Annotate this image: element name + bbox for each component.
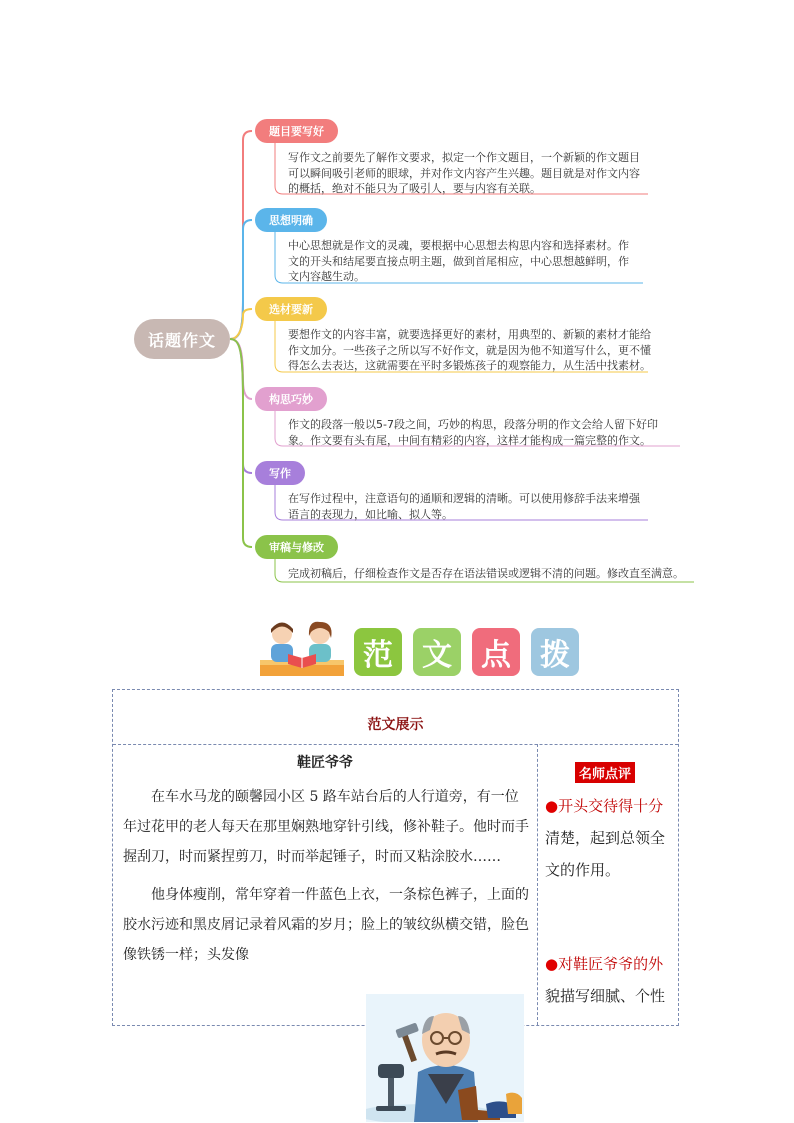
banner-tile: 文 [413, 628, 461, 676]
branch-text-idea [288, 238, 629, 285]
branch-text-writing [288, 491, 640, 522]
text-line: 的概括，绝对不能只为了吸引人，要与内容有关联。 [288, 182, 541, 195]
reading-kids-illustration [258, 620, 346, 678]
story-body [123, 782, 531, 978]
text-line: 在写作过程中，注意语句的通顺和逻辑的清晰。可以使用修辞手法来增强 [288, 492, 640, 505]
text-line: 完成初稿后，仔细检查作文是否存在语法错误或逻辑不清的问题。修改直至满意。 [288, 567, 684, 580]
model-essay-banner [258, 620, 588, 680]
comment-rest: 清楚，起到总领全文的作用。 [545, 829, 666, 879]
mindmap-root: 话题作文 [134, 319, 230, 359]
branch-text-title [288, 150, 640, 197]
branch-title-writing: 写作 [255, 461, 305, 485]
text-line: 作文的段落一般以5-7段之间，巧妙的构思，段落分明的作文会给人留下好印 [288, 418, 658, 431]
bullet-icon: ● [545, 955, 559, 973]
teacher-comment [545, 790, 675, 886]
branch-text-revise [288, 566, 684, 582]
text-line: 中心思想就是作文的灵魂，要根据中心思想去构思内容和选择素材。作 [288, 239, 629, 252]
text-line: 得怎么去表达，这就需要在平时多锻炼孩子的观察能力，从生活中找素材。 [288, 359, 651, 372]
comment-lead: 对鞋匠爷爷的外 [558, 955, 664, 973]
teacher-comment [545, 948, 675, 1012]
banner-tile: 范 [354, 628, 402, 676]
text-line: 象。作文要有头有尾，中间有精彩的内容，这样才能构成一篇完整的作文。 [288, 433, 651, 447]
story-paragraph: 他身体瘦削，常年穿着一件蓝色上衣，一条棕色裤子，上面的胶水污迹和黑皮屑记录着风霜的岁月；脸上的皱纹纵横交错，脸色像铁锈一样；头发像 [123, 887, 529, 963]
banner-tile: 拨 [531, 628, 579, 676]
divider [113, 744, 678, 745]
branch-title-structure: 构思巧妙 [255, 387, 327, 411]
banner-tile: 点 [472, 628, 520, 676]
branch-title-title: 题目要写好 [255, 119, 338, 143]
text-line: 语言的表现力，如比喻、拟人等。 [288, 507, 453, 521]
divider [537, 744, 538, 1025]
essay-header: 范文展示 [367, 717, 424, 733]
teacher-comment-tag: 名师点评 [575, 762, 635, 783]
story-title: 鞋匠爷爷 [297, 755, 353, 771]
branch-title-idea: 思想明确 [255, 208, 327, 232]
story-paragraph: 在车水马龙的颐馨园小区 5 路车站台后的人行道旁，有一位年过花甲的老人每天在那里娴熟地穿针引线，修补鞋子。他时而手握刮刀，时而紧捏剪刀，时而举起锤子，时而又粘涂胶水…… [123, 789, 529, 865]
text-line: 文的开头和结尾要直接点明主题，做到首尾相应，中心思想越鲜明，作 [288, 254, 629, 268]
text-line: 写作文之前要先了解作文要求，拟定一个作文题目，一个新颖的作文题目 [288, 151, 640, 164]
text-line: 作文加分。一些孩子之所以写不好作文，就是因为他不知道写什么，更不懂 [288, 343, 651, 357]
bullet-icon: ● [545, 797, 559, 815]
text-line: 可以瞬间吸引老师的眼球，并对作文内容产生兴趣。题目就是对作文内容 [288, 166, 640, 180]
text-line: 要想作文的内容丰富，就要选择更好的素材，用典型的、新颖的素材才能给 [288, 328, 651, 341]
branch-title-revise: 审稿与修改 [255, 535, 338, 559]
branch-text-material [288, 327, 651, 374]
comment-lead: 开头交待得十分 [558, 797, 664, 815]
comment-rest: 貌描写细腻、个性 [545, 987, 666, 1005]
shoemaker-illustration [366, 994, 524, 1122]
essay-box [112, 689, 679, 1026]
branch-text-structure [288, 417, 658, 448]
text-line: 文内容越生动。 [288, 270, 365, 283]
branch-title-material: 选材要新 [255, 297, 327, 321]
